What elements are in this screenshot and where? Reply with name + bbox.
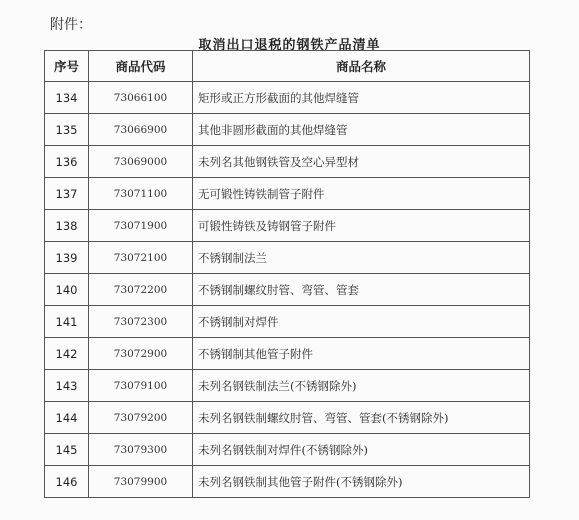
table-row [45, 402, 530, 434]
cell-name: 可锻性铸铁及铸钢管子附件 [193, 210, 530, 242]
cell-name: 不锈钢制法兰 [193, 242, 530, 274]
table-row [45, 178, 530, 210]
cell-name: 不锈钢制对焊件 [193, 306, 530, 338]
cell-seq: 136 [45, 146, 89, 178]
header-code: 商品代码 [89, 51, 193, 82]
table-row [45, 306, 530, 338]
cell-name: 矩形或正方形截面的其他焊缝管 [193, 82, 530, 114]
cell-seq: 140 [45, 274, 89, 306]
cell-seq: 139 [45, 242, 89, 274]
table-row [45, 114, 530, 146]
cell-seq: 141 [45, 306, 89, 338]
cell-name: 不锈钢制其他管子附件 [193, 338, 530, 370]
cell-code: 73079200 [89, 402, 193, 434]
cell-name: 未列名钢铁制对焊件(不锈钢除外) [193, 434, 530, 466]
cell-name: 未列名钢铁制螺纹肘管、弯管、管套(不锈钢除外) [193, 402, 530, 434]
cell-code: 73072200 [89, 274, 193, 306]
table-header-row [45, 51, 530, 82]
cell-code: 73071100 [89, 178, 193, 210]
table-row [45, 146, 530, 178]
table-row [45, 338, 530, 370]
cell-code: 73079300 [89, 434, 193, 466]
cell-name: 无可锻性铸铁制管子附件 [193, 178, 530, 210]
table-row [45, 434, 530, 466]
cell-seq: 142 [45, 338, 89, 370]
cell-code: 73079100 [89, 370, 193, 402]
cell-code: 73069000 [89, 146, 193, 178]
cell-code: 73066100 [89, 82, 193, 114]
cell-seq: 143 [45, 370, 89, 402]
cell-code: 73072100 [89, 242, 193, 274]
cell-seq: 134 [45, 82, 89, 114]
cell-seq: 135 [45, 114, 89, 146]
cell-name: 未列名其他钢铁管及空心异型材 [193, 146, 530, 178]
cell-name: 不锈钢制螺纹肘管、弯管、管套 [193, 274, 530, 306]
table-row [45, 210, 530, 242]
cell-name: 未列名钢铁制其他管子附件(不锈钢除外) [193, 466, 530, 498]
cell-code: 73066900 [89, 114, 193, 146]
table-row [45, 466, 530, 498]
cell-seq: 146 [45, 466, 89, 498]
cell-code: 73072300 [89, 306, 193, 338]
cell-name: 其他非圆形截面的其他焊缝管 [193, 114, 530, 146]
cell-code: 73079900 [89, 466, 193, 498]
header-name: 商品名称 [193, 51, 530, 82]
attachment-label: 附件： [50, 17, 92, 33]
cell-seq: 138 [45, 210, 89, 242]
cell-seq: 144 [45, 402, 89, 434]
header-seq: 序号 [45, 51, 89, 82]
document-title: 取消出口退税的钢铁产品清单 [198, 38, 381, 53]
table-row [45, 82, 530, 114]
table-row [45, 274, 530, 306]
cell-seq: 137 [45, 178, 89, 210]
cell-code: 73072900 [89, 338, 193, 370]
cell-code: 73071900 [89, 210, 193, 242]
product-table [44, 50, 530, 498]
cell-name: 未列名钢铁制法兰(不锈钢除外) [193, 370, 530, 402]
table-row [45, 242, 530, 274]
table-row [45, 370, 530, 402]
cell-seq: 145 [45, 434, 89, 466]
